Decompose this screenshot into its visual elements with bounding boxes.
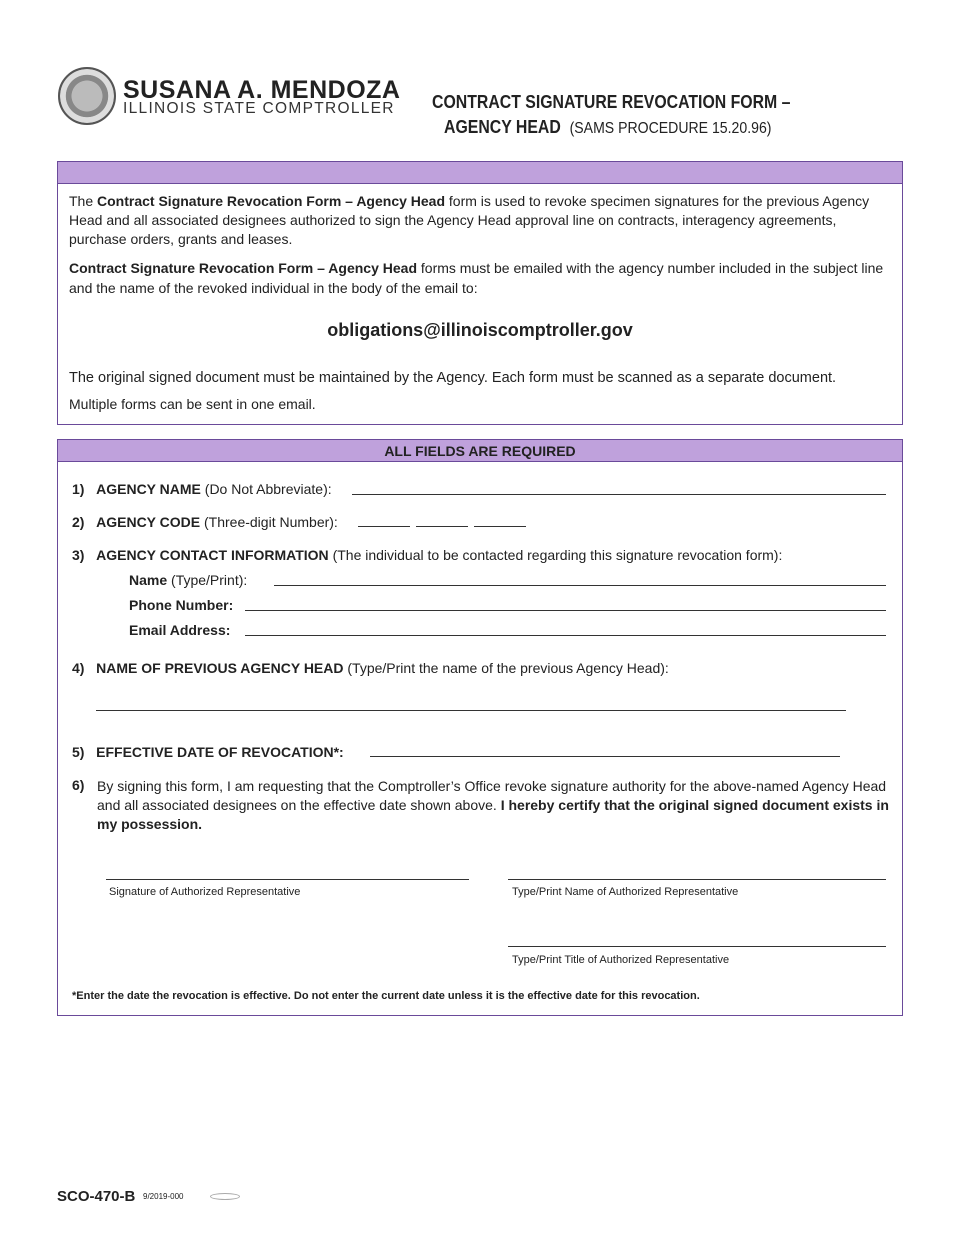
signature-input[interactable] <box>106 879 469 880</box>
brand-subtitle: ILLINOIS STATE COMPTROLLER <box>123 100 395 117</box>
rep-title-input[interactable] <box>508 946 886 947</box>
title-agency-head: AGENCY HEAD <box>444 117 561 137</box>
certification-text: By signing this form, I am requesting that the Comptroller’s Office revoke signature authority for the above-named Agency Head and all associated designees on the effective date shown above. I hereby certify that the original signed document exists in my possession. <box>97 778 889 832</box>
phone-label: Phone Number: <box>129 597 234 613</box>
field-5-label: 5) EFFECTIVE DATE OF REVOCATION*: <box>72 744 344 760</box>
rep-name-input[interactable] <box>508 879 886 880</box>
field-6-num: 6) <box>72 777 85 793</box>
agency-code-digit-2[interactable] <box>416 526 468 527</box>
form-title-line2 <box>444 117 771 138</box>
field-1-label: 1) AGENCY NAME (Do Not Abbreviate): <box>72 481 332 497</box>
form-id: SCO-470-B <box>57 1188 136 1205</box>
email-input[interactable] <box>245 635 886 636</box>
submission-email-link[interactable]: obligations@illinoiscomptroller.gov <box>327 320 633 340</box>
state-seal-logo <box>58 67 116 125</box>
field-4-label: 4) NAME OF PREVIOUS AGENCY HEAD (Type/Print the name of the previous Agency Head): <box>72 660 669 676</box>
agency-code-digit-1[interactable] <box>358 526 410 527</box>
contact-name-input[interactable] <box>274 585 886 586</box>
effective-date-input[interactable] <box>370 756 840 757</box>
agency-name-input[interactable] <box>352 494 886 495</box>
field-2-label: 2) AGENCY CODE (Three-digit Number): <box>72 514 338 530</box>
intro-paragraph-4: Multiple forms can be sent in one email. <box>69 396 316 412</box>
phone-input[interactable] <box>245 610 886 611</box>
contact-name-label: Name (Type/Print): <box>129 572 248 588</box>
printer-bug-logo <box>210 1193 240 1200</box>
form-version: 9/2019-000 <box>143 1192 184 1201</box>
signature-label: Signature of Authorized Representative <box>109 886 301 898</box>
previous-agency-head-input[interactable] <box>96 710 846 711</box>
procedure-ref: (SAMS PROCEDURE 15.20.96) <box>569 120 772 137</box>
agency-code-digit-3[interactable] <box>474 526 526 527</box>
intro-paragraph-1: The Contract Signature Revocation Form – Agency Head form is used to revoke specimen signatures for the previous Agency Head and all associated designees authorized to sign the Agency Head approval line on contracts, interagency agreements, purchase orders, grants and leases. <box>69 193 870 247</box>
rep-title-label: Type/Print Title of Authorized Representative <box>512 954 730 966</box>
form-title: CONTRACT SIGNATURE REVOCATION FORM – <box>432 92 791 112</box>
rep-name-label: Type/Print Name of Authorized Representative <box>512 886 739 898</box>
form-header-bar: ALL FIELDS ARE REQUIRED <box>58 440 902 462</box>
email-label: Email Address: <box>129 622 231 638</box>
instructions-header-bar <box>58 162 902 184</box>
field-3-label: 3) AGENCY CONTACT INFORMATION (The individual to be contacted regarding this signature revocation form): <box>72 547 783 563</box>
brand-name: SUSANA A. MENDOZA <box>123 76 401 104</box>
footnote: *Enter the date the revocation is effective. Do not enter the current date unless it is the effective date for this revocation. <box>72 990 700 1002</box>
intro-paragraph-3: The original signed document must be maintained by the Agency. Each form must be scanned as a separate document. <box>69 370 837 386</box>
intro-paragraph-2: Contract Signature Revocation Form – Agency Head forms must be emailed with the agency number included in the subject line and the name of the revoked individual in the body of the email to: <box>69 260 884 296</box>
